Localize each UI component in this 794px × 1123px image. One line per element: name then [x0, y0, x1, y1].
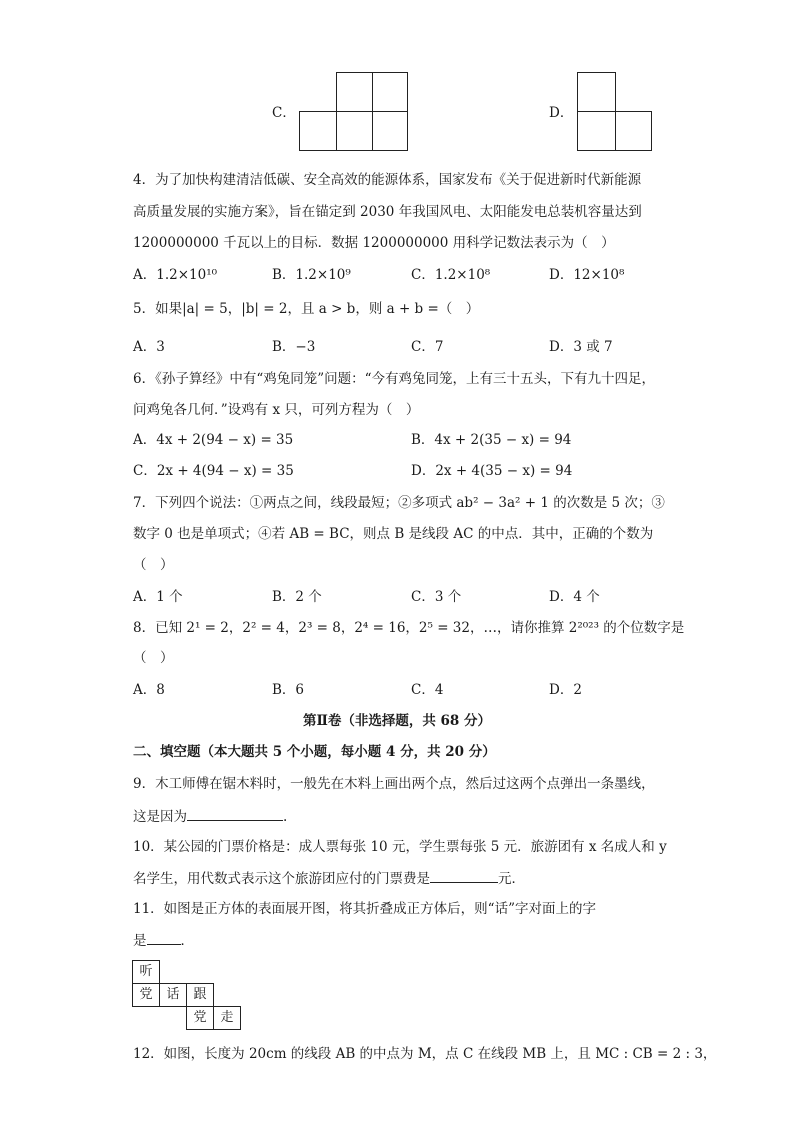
question-text-line	[133, 868, 525, 888]
question-text: 数字 0 也是单项式；④若 AB = BC，则点 B 是线段 AC 的中点．其中，正确的个数为	[133, 526, 654, 542]
option-a: A．3	[133, 339, 165, 355]
question-text: 问鸡兔各几何．”设鸡有 x 只，可列方程为（ ）	[133, 402, 420, 418]
option-c: C．1.2×10⁸	[411, 267, 491, 283]
net-cell: 党	[132, 983, 160, 1007]
net-cell: 走	[213, 1006, 241, 1030]
figure-d-square	[615, 111, 652, 151]
answer-blank[interactable]	[430, 868, 498, 883]
option-c: C．7	[411, 339, 444, 355]
net-cell: 话	[159, 983, 187, 1007]
figure-c-square	[336, 111, 373, 151]
option-b: B．−3	[272, 339, 316, 355]
option-b: B．1.2×10⁹	[272, 267, 351, 283]
figure-c-square	[372, 111, 408, 151]
option-d: D．12×10⁸	[549, 267, 625, 283]
question-text: ．	[180, 933, 194, 949]
section-title: 第Ⅱ卷（非选择题，共 68 分）	[302, 713, 492, 729]
question-text: 7．下列四个说法：①两点之间，线段最短；②多项式 ab² − 3a² + 1 的次数是 5 次；③	[133, 495, 665, 511]
answer-blank[interactable]	[147, 930, 181, 945]
question-text: .	[283, 809, 288, 825]
question-text: 6．《孙子算经》中有“鸡兔同笼”问题：“今有鸡兔同笼，上有三十五头，下有九十四足，	[133, 371, 656, 387]
question-text: 是	[133, 933, 147, 949]
figure-d-label: D．	[549, 105, 574, 121]
option-a: A．1.2×10¹⁰	[133, 267, 218, 283]
question-text: 11．如图是正方体的表面展开图，将其折叠成正方体后，则“话”字对面上的字	[133, 901, 596, 917]
figure-d-square	[577, 72, 616, 112]
net-cell: 跟	[186, 983, 214, 1007]
question-text: 8．已知 2¹ = 2，2² = 4，2³ = 8，2⁴ = 16，2⁵ = 32，…，请你推算 2²⁰²³ 的个位数字是	[133, 620, 685, 636]
answer-blank[interactable]	[187, 806, 283, 821]
question-text: 5．如果|a| = 5，|b| = 2，且 a > b，则 a + b =（ ）	[133, 301, 480, 317]
question-text: 10．某公园的门票价格是：成人票每张 10 元，学生票每张 5 元．旅游团有 x 名成人和 y	[133, 839, 667, 855]
option-a: A．4x + 2(94 − x) = 35	[133, 432, 294, 448]
option-b: B．6	[272, 682, 305, 698]
question-text: 9．木工师傅在锯木料时，一般先在木料上画出两个点，然后过这两个点弹出一条墨线，	[133, 776, 655, 792]
option-a: A．1 个	[133, 589, 183, 605]
option-c: C．2x + 4(94 − x) = 35	[133, 463, 294, 479]
figure-c-label: C．	[272, 105, 296, 121]
net-cell: 听	[132, 960, 160, 984]
option-b: B．2 个	[272, 589, 322, 605]
question-text: 名学生，用代数式表示这个旅游团应付的门票费是	[133, 871, 430, 887]
question-text: 元．	[498, 871, 525, 887]
figure-d-square	[577, 111, 616, 151]
question-text: （ ）	[133, 650, 174, 666]
option-d: D．2x + 4(35 − x) = 94	[411, 463, 573, 479]
question-text: 12．如图，长度为 20cm 的线段 AB 的中点为 M，点 C 在线段 MB 上，且 MC : CB = 2 : 3，	[133, 1046, 717, 1062]
question-text: 高质量发展的实施方案》，旨在锚定到 2030 年我国风电、太阳能发电总装机容量达到	[133, 204, 642, 220]
figure-c-square	[336, 72, 373, 112]
option-a: A．8	[133, 682, 165, 698]
option-c: C．4	[411, 682, 444, 698]
section-subtitle: 二、填空题（本大题共 5 个小题，每小题 4 分，共 20 分）	[133, 744, 496, 760]
option-d: D．2	[549, 682, 582, 698]
option-d: D．3 或 7	[549, 339, 613, 355]
question-text: （ ）	[133, 557, 174, 573]
question-text: 这是因为	[133, 809, 187, 825]
question-text-line	[133, 806, 287, 826]
figure-c-square	[372, 72, 408, 112]
option-c: C．3 个	[411, 589, 462, 605]
figure-c-square	[299, 111, 337, 151]
question-text: 1200000000 千瓦以上的目标．数据 1200000000 用科学记数法表示为（ ）	[133, 235, 615, 251]
question-text: 4．为了加快构建清洁低碳、安全高效的能源体系，国家发布《关于促进新时代新能源	[133, 172, 642, 188]
question-text-line	[133, 930, 194, 950]
option-d: D．4 个	[549, 589, 600, 605]
net-cell: 党	[186, 1006, 214, 1030]
option-b: B．4x + 2(35 − x) = 94	[411, 432, 572, 448]
